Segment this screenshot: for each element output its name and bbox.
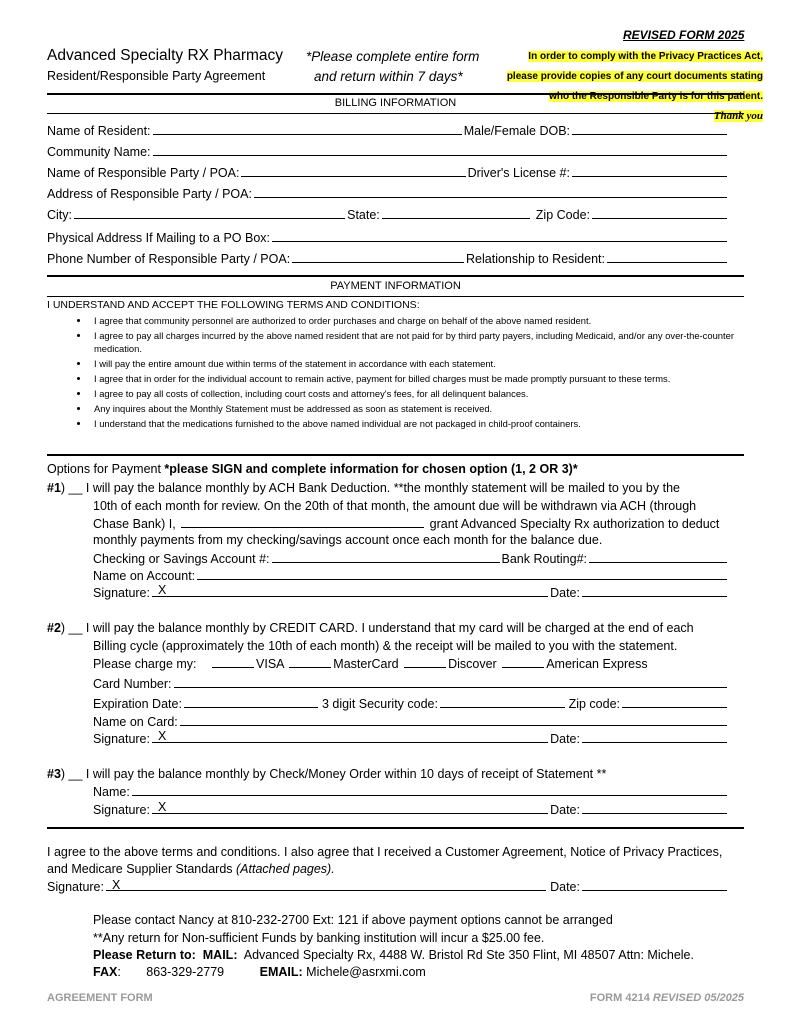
responsible-row	[47, 164, 729, 181]
option3-name-field[interactable]	[132, 783, 727, 796]
option1-authorizer-field[interactable]	[181, 515, 424, 528]
option2-date-field[interactable]	[582, 730, 727, 743]
option2-number: #2	[47, 621, 61, 635]
payment-title: PAYMENT INFORMATION	[330, 280, 461, 292]
community-field[interactable]	[153, 143, 728, 156]
term-item: • I agree to pay all costs of collection, including court costs and attorney's fees, for all delinquent balances.	[90, 387, 736, 400]
option1-line2: 10th of each month for review. On the 20th of that month, the amount due will be withdrawn via ACH (through	[93, 499, 697, 513]
phone-label: Phone Number of Responsible Party / POA:	[47, 252, 291, 266]
footer-right	[590, 992, 744, 1004]
state-field[interactable]	[382, 206, 530, 219]
drivers-license-field[interactable]	[572, 164, 727, 177]
address-label: Address of Responsible Party / POA:	[47, 187, 252, 201]
responsible-party-label: Name of Responsible Party / POA:	[47, 166, 240, 180]
city-field[interactable]	[74, 206, 345, 219]
option3-signature-label: Signature:	[93, 803, 150, 817]
agreement-rule	[47, 827, 744, 829]
relationship-field[interactable]	[607, 250, 727, 263]
option2-signature-field[interactable]	[152, 730, 548, 743]
routing-field[interactable]	[589, 550, 727, 563]
footer-form-number: FORM 4214	[589, 992, 653, 1004]
option3-text1[interactable]: ) __ I will pay the balance monthly by Check/Money Order within 10 days of receipt of Statement **	[60, 767, 607, 781]
billing-rule-bottom	[47, 113, 744, 114]
mastercard-label: MasterCard	[333, 657, 399, 671]
card-name-row	[93, 713, 729, 731]
company-name: Advanced Specialty RX Pharmacy	[47, 47, 284, 64]
form-name: Resident/Responsible Party Agreement	[47, 69, 266, 83]
agreement-sign-x: X	[111, 878, 121, 892]
state-label: State:	[347, 208, 380, 222]
agreement-line2	[47, 861, 335, 878]
card-zip-field[interactable]	[622, 695, 727, 708]
option1-text1[interactable]: ) __ I will pay the balance monthly by ACH Bank Deduction. **the monthly statement will be mailed to you by the	[60, 481, 680, 495]
account-field[interactable]	[272, 550, 500, 563]
option2-signature-row	[93, 730, 729, 748]
option1-date-field[interactable]	[582, 584, 727, 597]
agreement-date-label: Date:	[550, 880, 580, 894]
security-field[interactable]	[440, 695, 565, 708]
agreement-signature-field[interactable]	[106, 878, 546, 891]
options-intro-text: Options for Payment	[47, 462, 165, 476]
visa-checkbox[interactable]	[212, 655, 254, 668]
expiration-label: Expiration Date:	[93, 697, 182, 711]
address-field[interactable]	[254, 185, 727, 198]
resident-name-field[interactable]	[153, 122, 462, 135]
community-row	[47, 143, 729, 160]
option1-account-row	[93, 550, 729, 568]
terms-list	[70, 314, 736, 432]
responsible-party-field[interactable]	[241, 164, 465, 177]
drivers-license-label: Driver's License #:	[467, 166, 570, 180]
option2-charge-row	[93, 655, 648, 673]
card-number-row	[93, 675, 729, 693]
return-label: Please Return to:	[93, 948, 196, 962]
option1-date-label: Date:	[550, 586, 580, 600]
zip-field[interactable]	[592, 206, 727, 219]
terms-heading: I UNDERSTAND AND ACCEPT THE FOLLOWING TERMS AND CONDITIONS:	[47, 299, 420, 311]
amex-label: American Express	[546, 657, 648, 671]
term-item: • I agree that community personnel are authorized to order purchases and charge on behalf of the above named resident.	[90, 314, 736, 327]
zip-label: Zip Code:	[535, 208, 590, 222]
agreement-text2b: (Attached pages).	[236, 862, 335, 876]
option3-sign-x: X	[157, 800, 167, 814]
agreement-line1: I agree to the above terms and conditions. I also agree that I received a Customer Agreement, Notice of Privacy Practices,	[47, 845, 723, 859]
charge-label: Please charge my:	[93, 657, 197, 671]
return-line	[93, 947, 694, 964]
fax-colon: :	[117, 965, 121, 979]
relationship-label: Relationship to Resident:	[466, 252, 605, 266]
account-label: Checking or Savings Account #:	[93, 552, 270, 566]
expiration-field[interactable]	[184, 695, 318, 708]
option3-signature-field[interactable]	[152, 801, 548, 814]
mail-address: Advanced Specialty Rx, 4488 W. Bristol Rd Ste 350 Flint, MI 48507 Attn: Michele.	[243, 948, 694, 962]
card-number-label: Card Number:	[93, 677, 172, 691]
privacy-line3: who the Responsible Party is for this patient.	[549, 91, 763, 102]
footer-revised: REVISED 05/2025	[652, 992, 744, 1004]
instruction-line2: and return within 7 days*	[314, 69, 463, 84]
options-rule	[47, 454, 744, 456]
email-label: EMAIL:	[259, 965, 303, 979]
dob-field[interactable]	[572, 122, 727, 135]
discover-label: Discover	[448, 657, 497, 671]
option2-text1[interactable]: ) __ I will pay the balance monthly by CREDIT CARD. I understand that my card will be charged at the end of each	[60, 621, 694, 635]
option3-name-label: Name:	[93, 785, 130, 799]
fax-number: 863-329-2779	[146, 965, 225, 979]
privacy-thanks: Thank you	[713, 110, 763, 122]
agreement-signature-row	[47, 878, 729, 895]
physical-address-label: Physical Address If Mailing to a PO Box:	[47, 231, 271, 245]
option1-name-row	[93, 567, 729, 585]
billing-title: BILLING INFORMATION	[334, 97, 457, 109]
privacy-line1: In order to comply with the Privacy Practices Act,	[528, 51, 763, 62]
discover-checkbox[interactable]	[404, 655, 446, 668]
phone-field[interactable]	[292, 250, 464, 263]
contact-line1: Please contact Nancy at 810-232-2700 Ext: 121 if above payment options cannot be arranged	[93, 913, 613, 927]
billing-rule-top	[47, 93, 744, 95]
mastercard-checkbox[interactable]	[289, 655, 331, 668]
city-row	[47, 206, 729, 223]
security-label: 3 digit Security code:	[321, 697, 438, 711]
phone-row	[47, 250, 729, 267]
account-name-field[interactable]	[197, 567, 727, 580]
amex-checkbox[interactable]	[502, 655, 544, 668]
resident-name-label: Name of Resident:	[47, 124, 151, 138]
payment-rule-top	[47, 275, 744, 277]
visa-label: VISA	[256, 657, 284, 671]
agreement-text2a: and Medicare Supplier Standards	[47, 862, 237, 876]
options-intro	[47, 461, 578, 478]
option1-line3	[93, 515, 719, 533]
instruction-line1: *Please complete entire form	[306, 49, 480, 64]
address-row	[47, 185, 729, 202]
physical-address-field[interactable]	[272, 229, 727, 242]
email-address[interactable]: Michele@asrxmi.com	[306, 965, 426, 979]
option2-date-label: Date:	[550, 732, 580, 746]
option3-line1	[47, 766, 606, 783]
option2-line2: Billing cycle (approximately the 10th of each month) & the receipt will be mailed to you with the statement.	[93, 639, 678, 653]
account-name-label: Name on Account:	[93, 569, 196, 583]
option1-line1	[47, 480, 680, 497]
option2-sign-x: X	[157, 729, 167, 743]
privacy-line2: please provide copies of any court documents stating	[506, 71, 763, 82]
card-zip-label: Zip code:	[568, 697, 620, 711]
footer-left: AGREEMENT FORM	[47, 992, 153, 1004]
agreement-date-field[interactable]	[582, 878, 727, 891]
option1-signature-label: Signature:	[93, 586, 150, 600]
term-item: • Any inquires about the Monthly Statement must be addressed as soon as statement is received.	[90, 402, 736, 415]
contact-line2: **Any return for Non-sufficient Funds by banking institution will incur a $25.00 fee.	[93, 931, 545, 945]
option1-line4: monthly payments from my checking/savings account once each month for the balance due.	[93, 533, 603, 547]
resident-row	[47, 122, 729, 139]
option3-number: #3	[47, 767, 61, 781]
term-item: • I will pay the entire amount due within terms of the statement in accordance with each statement.	[90, 357, 736, 370]
option3-date-label: Date:	[550, 803, 580, 817]
payment-rule-bottom	[47, 296, 744, 297]
option3-signature-row	[93, 801, 729, 819]
option1-text3a: Chase Bank) I,	[93, 517, 180, 531]
routing-label: Bank Routing#:	[501, 552, 587, 566]
city-label: City:	[47, 208, 72, 222]
term-item: • I understand that the medications furnished to the above named individual are not packaged in child-proof containers.	[90, 417, 736, 430]
option1-signature-row	[93, 584, 729, 602]
revised-label: REVISED FORM 2025	[623, 28, 745, 42]
term-item: • I agree that in order for the individual account to remain active, payment for billed charges must be made promptly pursuant to these terms.	[90, 372, 736, 385]
options-intro-bold: *please SIGN and complete information for chosen option (1, 2 OR 3)*	[164, 462, 578, 476]
physical-address-row	[47, 229, 729, 246]
option2-signature-label: Signature:	[93, 732, 150, 746]
fax-email-line	[93, 964, 426, 981]
card-name-label: Name on Card:	[93, 715, 178, 729]
term-item: • I agree to pay all charges incurred by the above named resident that are not paid for by third party payers, including Medicaid, and/or any over-the-counter medication.	[90, 329, 736, 355]
option1-text3b: grant Advanced Specialty Rx authorization to deduct	[426, 517, 720, 531]
dob-label: Male/Female DOB:	[463, 124, 570, 138]
option3-date-field[interactable]	[582, 801, 727, 814]
expiration-row	[93, 695, 729, 713]
option2-line1	[47, 620, 694, 637]
option1-sign-x: X	[157, 583, 167, 597]
agreement-signature-label: Signature:	[47, 880, 104, 894]
mail-label: MAIL:	[202, 948, 238, 962]
option1-signature-field[interactable]	[152, 584, 548, 597]
option3-name-row	[93, 783, 729, 801]
card-number-field[interactable]	[174, 675, 728, 688]
card-name-field[interactable]	[180, 713, 727, 726]
community-label: Community Name:	[47, 145, 151, 159]
option1-number: #1	[47, 481, 61, 495]
fax-label: FAX	[93, 965, 118, 979]
